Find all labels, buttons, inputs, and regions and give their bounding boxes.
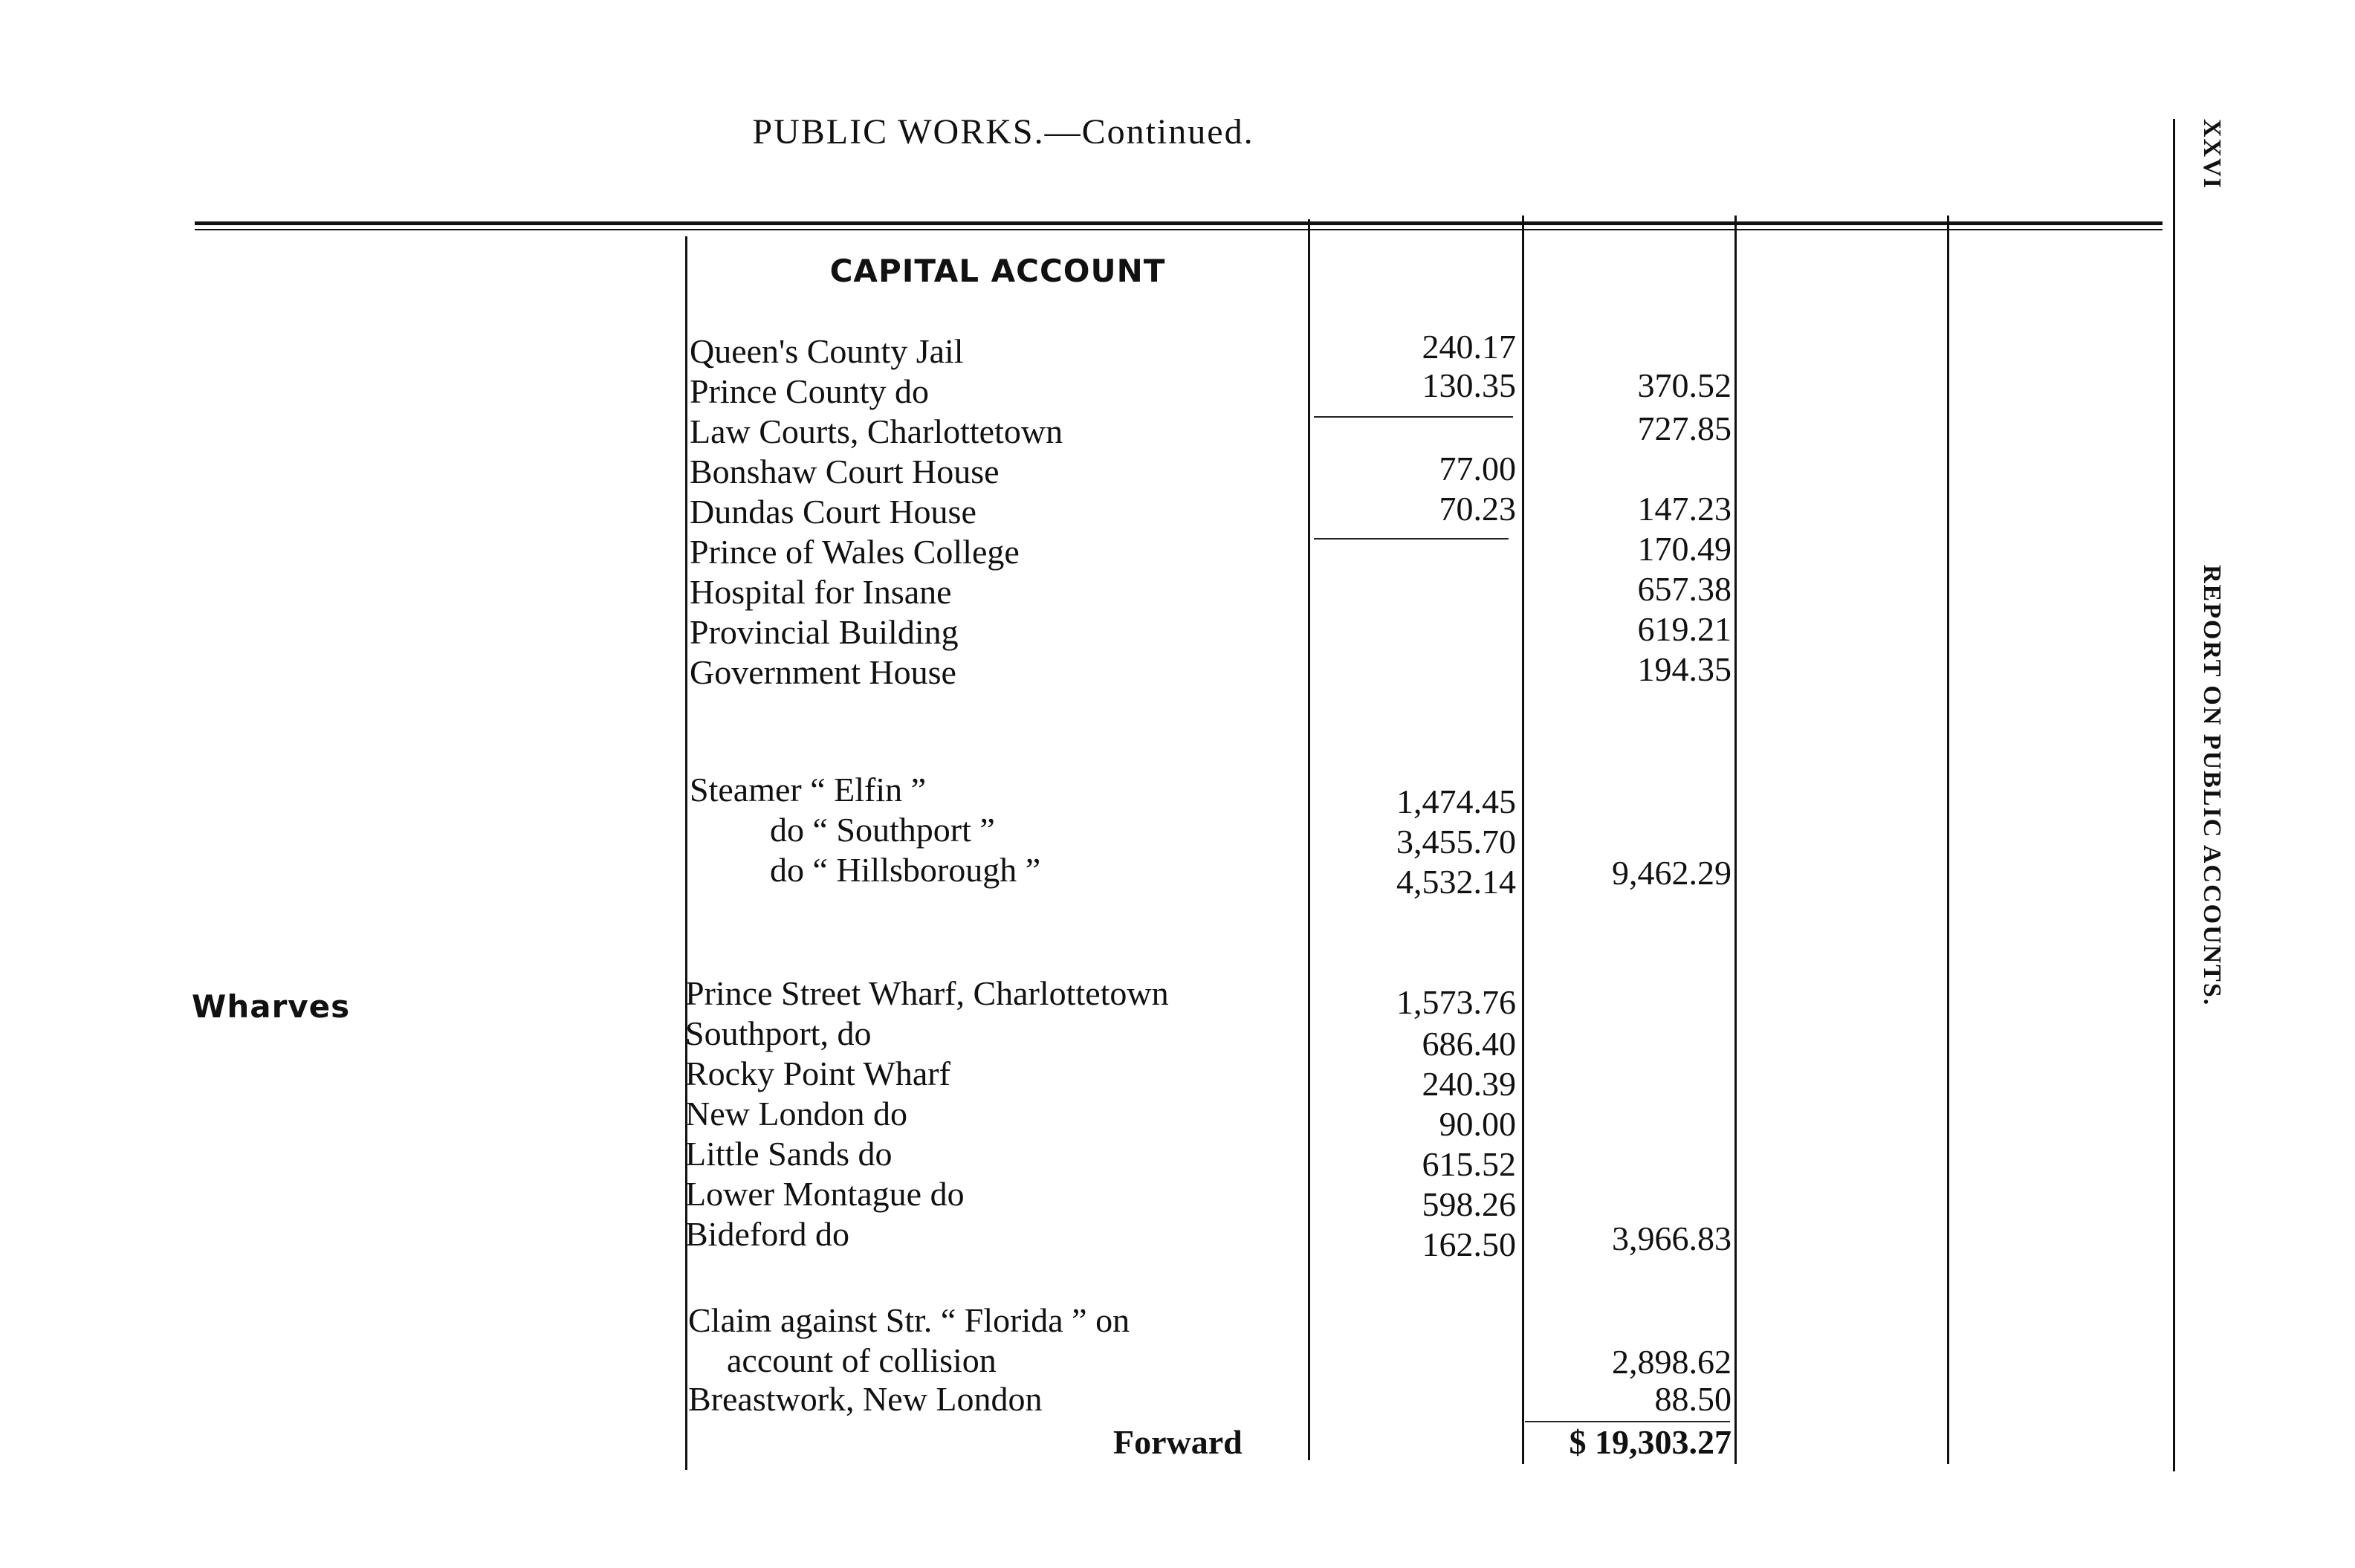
- col-rule-4: [1734, 216, 1737, 1464]
- table-row-label: Prince of Wales College: [690, 533, 1020, 571]
- subtotal-rule: [1314, 416, 1513, 418]
- top-rule-thick: [195, 221, 2163, 225]
- table-row-label: Breastwork, New London: [688, 1380, 1043, 1418]
- total-cell: 88.50: [1654, 1380, 1732, 1418]
- table-row-label: Bonshaw Court House: [690, 453, 1000, 490]
- table-row-label: Provincial Building: [690, 613, 959, 651]
- table-row-label: Queen's County Jail: [690, 332, 964, 370]
- table-row-label: Rocky Point Wharf: [685, 1054, 950, 1092]
- col-rule-1: [685, 236, 687, 1470]
- total-cell: 370.52: [1637, 366, 1732, 404]
- table-row-label: Steamer “ Elfin ”: [690, 771, 927, 809]
- amount-cell: 162.50: [1422, 1225, 1516, 1263]
- page-number: XXVI: [2198, 119, 2226, 189]
- amount-cell: 615.52: [1422, 1145, 1516, 1183]
- table-row-label: Prince Street Wharf, Charlottetown: [685, 974, 1169, 1012]
- col-rule-5: [1947, 216, 1949, 1464]
- table-row-label: Prince County do: [690, 372, 929, 410]
- table-row-label: do “ Southport ”: [770, 811, 995, 849]
- total-cell: 9,462.29: [1612, 854, 1732, 892]
- table-row-label: Government House: [690, 653, 956, 691]
- amount-cell: 3,455.70: [1396, 823, 1516, 861]
- table-row-label: account of collision: [727, 1341, 997, 1379]
- table-row-label: Bideford do: [685, 1215, 850, 1253]
- margin-rule: [2173, 119, 2175, 1471]
- forward-label: Forward: [1113, 1423, 1243, 1461]
- table-row-label: New London do: [685, 1095, 907, 1133]
- col-rule-2: [1308, 219, 1310, 1460]
- table-row-label: Little Sands do: [685, 1135, 893, 1173]
- report-title: REPORT ON PUBLIC ACCOUNTS.: [2198, 565, 2226, 1007]
- section-heading: CAPITAL ACCOUNT: [829, 253, 1166, 289]
- total-cell: 170.49: [1637, 530, 1732, 568]
- forward-total: $ 19,303.27: [1569, 1423, 1732, 1461]
- amount-cell: 598.26: [1422, 1185, 1516, 1223]
- subtotal-rule: [1314, 538, 1509, 540]
- amount-cell: 1,474.45: [1396, 783, 1516, 820]
- amount-cell: 130.35: [1422, 366, 1516, 404]
- table-row-label: Lower Montague do: [685, 1175, 965, 1213]
- page-title: PUBLIC WORKS.—Continued.: [752, 112, 1254, 152]
- total-cell: 619.21: [1637, 610, 1732, 648]
- total-cell: 657.38: [1637, 570, 1732, 608]
- table-row-label: Hospital for Insane: [690, 573, 952, 611]
- total-cell: 727.85: [1637, 409, 1732, 447]
- amount-cell: 77.00: [1439, 450, 1516, 487]
- amount-cell: 4,532.14: [1396, 863, 1516, 901]
- amount-cell: 70.23: [1439, 490, 1516, 528]
- total-cell: 2,898.62: [1612, 1343, 1732, 1381]
- wharves-label: Wharves: [192, 988, 351, 1025]
- amount-cell: 686.40: [1422, 1025, 1516, 1063]
- table-row-label: Claim against Str. “ Florida ” on: [688, 1301, 1130, 1339]
- amount-cell: 240.17: [1422, 328, 1516, 366]
- table-row-label: do “ Hillsborough ”: [770, 851, 1041, 889]
- table-row-label: Dundas Court House: [690, 493, 976, 531]
- table-row-label: Law Courts, Charlottetown: [690, 412, 1063, 450]
- total-cell: 3,966.83: [1612, 1219, 1732, 1257]
- amount-cell: 1,573.76: [1396, 983, 1516, 1021]
- side-margin: [2181, 119, 2248, 1107]
- total-cell: 147.23: [1637, 490, 1732, 528]
- table-row-label: Southport, do: [685, 1014, 872, 1052]
- top-rule-thin: [195, 229, 2163, 230]
- amount-cell: 90.00: [1439, 1105, 1516, 1143]
- amount-cell: 240.39: [1422, 1065, 1516, 1103]
- total-cell: 194.35: [1637, 650, 1732, 688]
